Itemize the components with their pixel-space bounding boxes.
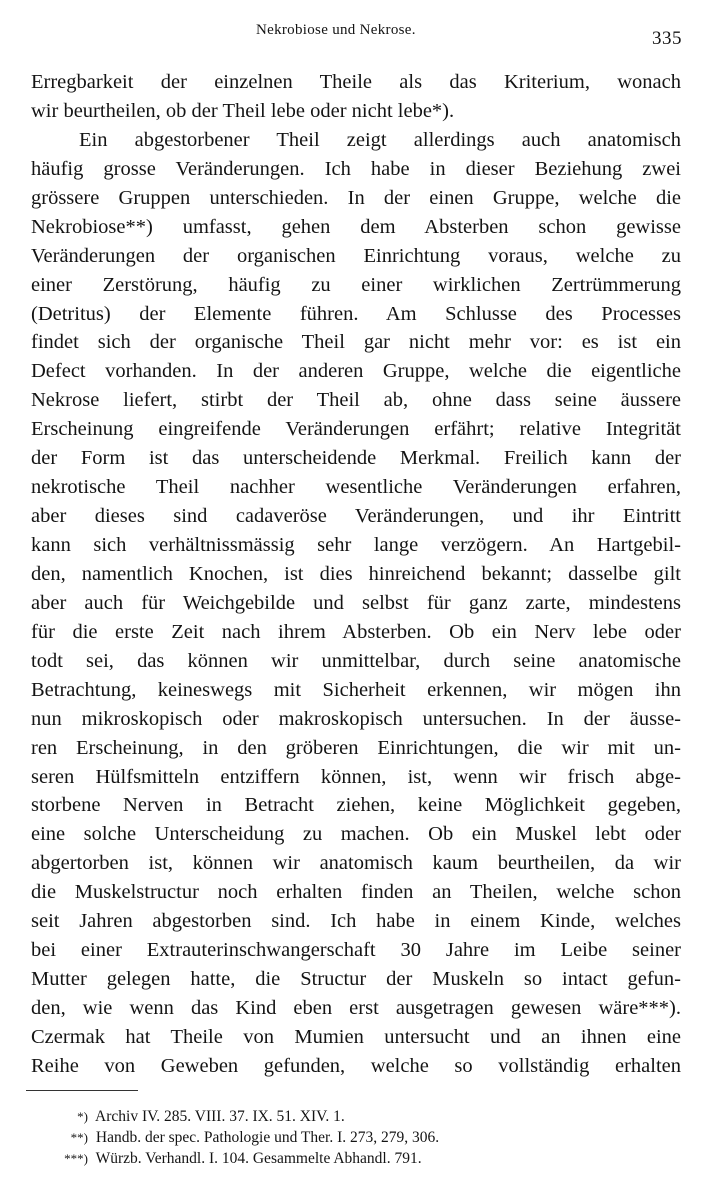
page-number: 335 <box>652 28 682 49</box>
text-line: die Muskelstructur noch erhalten finden an Theilen, welche schon <box>31 881 681 904</box>
text-line: grössere Gruppen unterschieden. In der einen Gruppe, welche die <box>31 186 681 209</box>
page-header <box>0 22 708 48</box>
footnote-text: Handb. der spec. Pathologie und Ther. I. 273, 279, 306. <box>95 1129 440 1146</box>
running-title: Nekrobiose und Nekrose. <box>256 22 416 38</box>
text-line: seren Hülfsmitteln entziffern können, ist, wenn wir frisch abge- <box>31 765 681 788</box>
body-text <box>31 68 681 1081</box>
text-line: Betrachtung, keineswegs mit Sicherheit erkennen, wir mögen ihn <box>31 678 681 701</box>
text-line: den, wie wenn das Kind eben erst ausgetragen gewesen wäre***). <box>31 997 681 1019</box>
text-line: abgertorben ist, können wir anatomisch kaum beurtheilen, da wir <box>31 852 681 875</box>
footnote-mark: **) <box>70 1130 88 1145</box>
footnote-mark: *) <box>77 1109 88 1124</box>
footnotes <box>30 1106 650 1169</box>
text-line: für die erste Zeit nach ihrem Absterben. Ob ein Nerv lebe oder <box>31 620 681 643</box>
footnote-text: Archiv IV. 285. VIII. 37. IX. 51. XIV. 1. <box>95 1108 345 1125</box>
text-line: bei einer Extrauterinschwangerschaft 30 Jahre im Leibe seiner <box>31 939 681 962</box>
text-line: einer Zerstörung, häufig zu einer wirklichen Zertrümmerung <box>31 273 681 296</box>
text-line: eine solche Unterscheidung zu machen. Ob ein Muskel lebt oder <box>31 823 681 846</box>
text-line: findet sich der organische Theil gar nicht mehr vor: es ist ein <box>31 331 681 354</box>
text-line: Erregbarkeit der einzelnen Theile als das Kriterium, wonach <box>31 71 681 93</box>
footnote-text: Würzb. Verhandl. I. 104. Gesammelte Abhandl. 791. <box>95 1150 422 1167</box>
text-line: aber dieses sind cadaveröse Veränderungen, und ihr Eintritt <box>31 505 681 528</box>
text-line: (Detritus) der Elemente führen. Am Schlusse des Processes <box>31 302 681 325</box>
text-line: Ein abgestorbener Theil zeigt allerdings auch anatomisch <box>79 128 681 151</box>
text-line: häufig grosse Veränderungen. Ich habe in dieser Beziehung zwei <box>31 157 681 180</box>
text-line: Erscheinung eingreifende Veränderungen erfährt; relative Integrität <box>31 418 681 441</box>
text-line: den, namentlich Knochen, ist dies hinreichend bekannt; dasselbe gilt <box>31 562 681 585</box>
text-line: aber auch für Weichgebilde und selbst für ganz zarte, mindestens <box>31 591 681 614</box>
text-line: Nekrobiose**) umfasst, gehen dem Absterben schon gewisse <box>31 215 681 238</box>
text-line: todt sei, das können wir unmittelbar, durch seine anatomische <box>31 649 681 672</box>
footnote-divider <box>26 1090 138 1091</box>
text-line: Czermak hat Theile von Mumien untersucht und an ihnen eine <box>31 1025 681 1048</box>
text-line: storbene Nerven in Betracht ziehen, keine Möglichkeit gegeben, <box>31 794 681 817</box>
text-line: ren Erscheinung, in den gröberen Einrichtungen, die wir mit un- <box>31 736 681 759</box>
text-line: nekrotische Theil nachher wesentliche Veränderungen erfahren, <box>31 476 681 499</box>
footnote-mark: ***) <box>64 1151 88 1166</box>
text-line: nun mikroskopisch oder makroskopisch untersuchen. In der äusse- <box>31 707 681 730</box>
footnote <box>30 1127 650 1148</box>
text-line: Nekrose liefert, stirbt der Theil ab, ohne dass seine äussere <box>31 389 681 412</box>
text-line: wir beurtheilen, ob der Theil lebe oder nicht lebe*). <box>31 99 455 122</box>
text-line: Reihe von Geweben gefunden, welche so vollständig erhalten <box>31 1054 681 1077</box>
text-line: Veränderungen der organischen Einrichtung voraus, welche zu <box>31 244 681 267</box>
text-line: seit Jahren abgestorben sind. Ich habe in einem Kinde, welches <box>31 910 681 933</box>
footnote <box>30 1148 650 1169</box>
text-line: Mutter gelegen hatte, die Structur der Muskeln so intact gefun- <box>31 968 681 991</box>
text-line: Defect vorhanden. In der anderen Gruppe, welche die eigentliche <box>31 360 681 383</box>
text-line: kann sich verhältnissmässig sehr lange verzögern. An Hartgebil- <box>31 534 681 556</box>
footnote <box>30 1106 650 1127</box>
text-line: der Form ist das unterscheidende Merkmal. Freilich kann der <box>31 447 681 470</box>
